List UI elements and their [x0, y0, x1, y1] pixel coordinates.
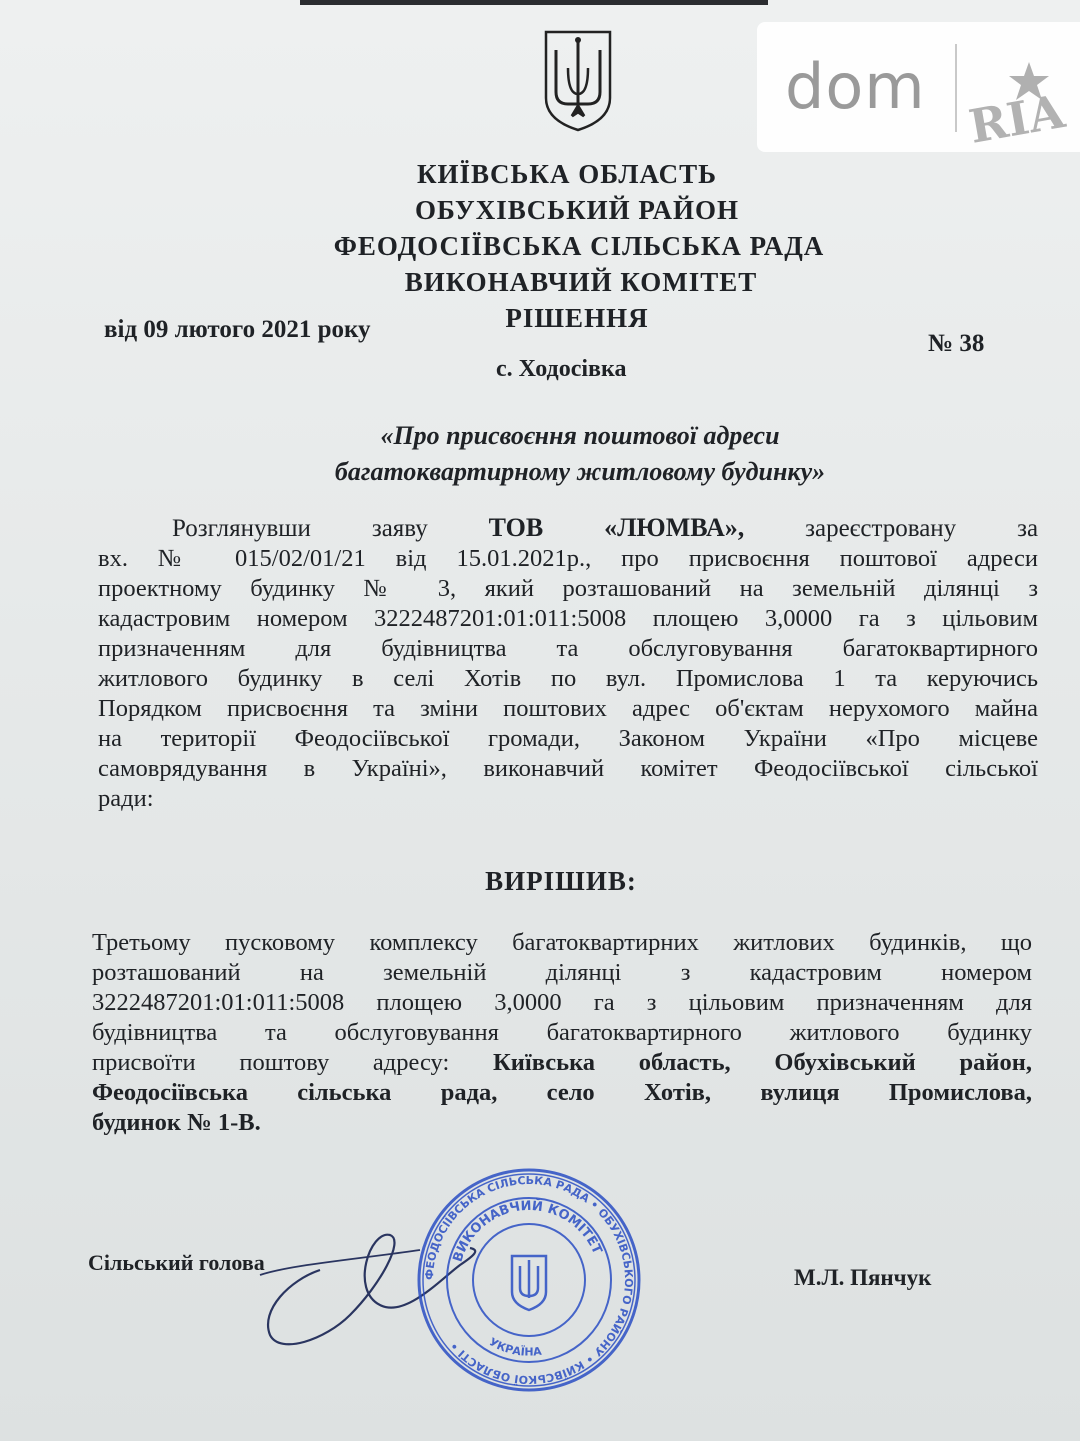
preamble-line-8: на території Феодосіївської громади, Законом України «Про місцеве	[98, 725, 1038, 752]
text: присвоїти поштову адресу:	[92, 1049, 494, 1076]
decision-number: № 38	[928, 330, 985, 357]
resolution-line-2: розташований на земельній ділянці з кадастровим номером	[92, 959, 1032, 986]
preamble-line-1	[98, 513, 1038, 544]
resolution-line-3: 3222487201:01:011:5008 площею 3,0000 га з цільовим призначенням для	[92, 989, 1032, 1016]
preamble-line-9: самоврядування в Україні», виконавчий комітет Феодосіївської сільської	[98, 755, 1038, 782]
text: за	[1017, 515, 1039, 542]
preamble-line-10: ради:	[98, 785, 154, 812]
document-header	[0, 156, 1080, 336]
resolution-line-7: будинок № 1-В.	[92, 1109, 261, 1136]
resolution-line-1: Третьому пусковому комплексу багатоквартирних житлових будинків, що	[92, 929, 1032, 956]
resolution-paragraph	[92, 928, 1032, 1138]
preamble-line-3: проектному будинку № 3, який розташований на земельній ділянці з	[98, 575, 1038, 602]
stamp-outer-text: ФЕОДОСІЇВСЬКА СІЛЬСЬКА РАДА • ОБУХІВСЬКОГО РАЙОНУ • КИЇВСЬКОЇ ОБЛАСТІ •	[422, 1173, 636, 1387]
preamble-paragraph	[98, 513, 1038, 814]
watermark-divider	[955, 44, 957, 132]
company-type: ТОВ	[488, 513, 544, 542]
company-name: «ЛЮМВА»,	[604, 513, 745, 542]
watermark-ria-text: RIA	[965, 84, 1069, 154]
preamble-line-7: Порядком присвоєння та зміни поштових адрес об'єктам нерухомого майна	[98, 695, 1038, 722]
resolution-line-5	[92, 1048, 1032, 1078]
text: Розглянувши	[172, 515, 311, 542]
resolution-line-4: будівництва та обслуговування багатоквартирного житлового будинку	[92, 1019, 1032, 1046]
preamble-line-4: кадастровим номером 3222487201:01:011:5008 площею 3,0000 га з цільовим	[98, 605, 1038, 632]
decision-date: від 09 лютого 2021 року	[104, 316, 371, 343]
preamble-line-5: призначенням для будівництва та обслуговування багатоквартирного	[98, 635, 1038, 662]
svg-text:ВИКОНАВЧИЙ КОМІТЕТ	[451, 1198, 605, 1264]
top-edge-bar	[300, 0, 768, 5]
address-part-1: Київська область, Обухівський район,	[493, 1049, 1032, 1076]
resolution-line-6: Феодосіївська сільська рада, село Хотів, вулиця Промислова,	[92, 1079, 1032, 1106]
header-committee: ВИКОНАВЧИЙ КОМІТЕТ	[404, 267, 758, 297]
trident-coat-of-arms-icon	[542, 28, 614, 134]
decision-subject	[0, 418, 1080, 490]
text: зареєстровану	[805, 515, 957, 542]
signatory-name: М.Л. Пянчук	[794, 1265, 932, 1290]
decision-place: с. Ходосівка	[496, 356, 627, 382]
header-region: КИЇВСЬКА ОБЛАСТЬ	[416, 159, 718, 189]
text: заяву	[371, 515, 428, 542]
header-district: ОБУХІВСЬКИЙ РАЙОН	[415, 195, 739, 225]
subject-line-2: багатоквартирному житловому будинку»	[334, 457, 826, 486]
subject-line-1: «Про присвоєння поштової адреси	[380, 421, 780, 450]
domria-watermark	[757, 22, 1080, 152]
signatory-title: Сільський голова	[88, 1250, 265, 1275]
stamp-inner-text: ВИКОНАВЧИЙ КОМІТЕТ	[450, 1198, 605, 1264]
stamp-bottom-text: УКРАЇНА	[486, 1335, 543, 1359]
header-decision: РІШЕННЯ	[505, 303, 649, 333]
watermark-dom-text: dom	[785, 50, 926, 123]
official-stamp-icon	[414, 1162, 644, 1398]
header-council: ФЕОДОСІЇВСЬКА СІЛЬСЬКА РАДА	[333, 231, 825, 261]
preamble-line-2: вх. № 015/02/01/21 від 15.01.2021р., про присвоєння поштової адреси	[98, 545, 1038, 572]
decided-heading: ВИРІШИВ:	[485, 866, 637, 896]
preamble-line-6: житлового будинку в селі Хотів по вул. Промислова 1 та керуючись	[98, 665, 1038, 692]
